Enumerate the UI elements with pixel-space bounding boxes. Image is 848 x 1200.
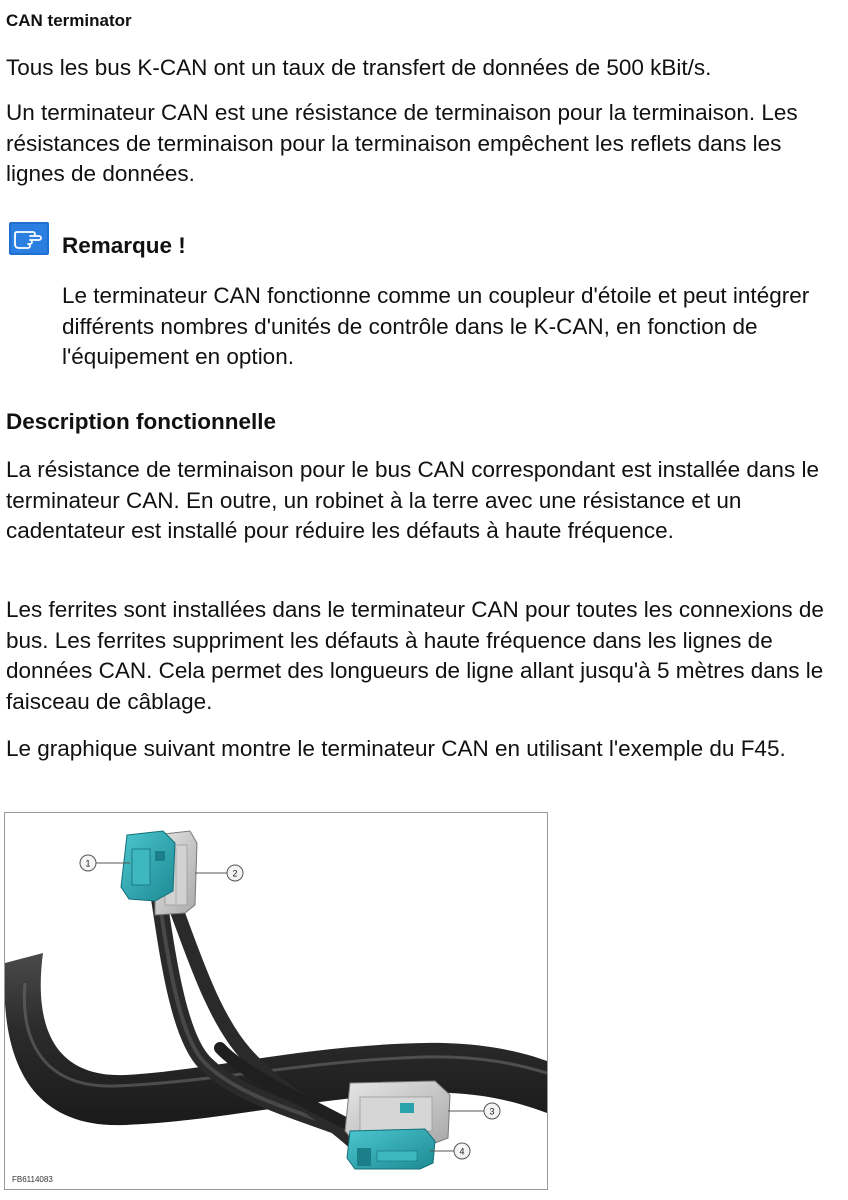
page-heading: CAN terminator xyxy=(6,11,132,30)
svg-text:3: 3 xyxy=(489,1106,495,1117)
can-terminator-illustration xyxy=(5,813,547,1189)
top-connector-teal xyxy=(121,831,175,901)
svg-text:4: 4 xyxy=(459,1146,465,1157)
pointing-hand-icon xyxy=(9,222,49,255)
note-title: Remarque ! xyxy=(62,233,186,258)
svg-text:1: 1 xyxy=(85,858,91,869)
note-body: Le terminateur CAN fonctionne comme un coupleur d'étoile et peut intégrer différents nombres d'unités de contrôle dans le K-CAN, en fonction de l'équipement en option. xyxy=(62,283,810,369)
paragraph-terminator-definition: Un terminateur CAN est une résistance de terminaison pour la terminaison. Les résistances de terminaison pour la terminaison empêchent les reflets dans les lignes de données. xyxy=(6,100,798,186)
callout-4 xyxy=(454,1143,470,1159)
callout-2 xyxy=(227,865,243,881)
bottom-connector-teal xyxy=(347,1129,435,1169)
callout-3 xyxy=(484,1103,500,1119)
can-terminator-figure xyxy=(4,812,548,1190)
paragraph-figure-intro: Le graphique suivant montre le terminateur CAN en utilisant l'exemple du F45. xyxy=(6,736,786,761)
figure-code: FB6114083 xyxy=(12,1175,53,1184)
section-heading: Description fonctionnelle xyxy=(6,409,277,434)
callout-1 xyxy=(80,855,96,871)
paragraph-data-rate: Tous les bus K-CAN ont un taux de transfert de données de 500 kBit/s. xyxy=(6,55,712,80)
svg-text:2: 2 xyxy=(232,868,238,879)
paragraph-ferrites: Les ferrites sont installées dans le terminateur CAN pour toutes les connexions de bus. Les ferrites suppriment les défauts à haute fréquence dans les lignes de données CAN. Cela permet des longueurs de ligne allant jusqu'à 5 mètres dans le faisceau de câblage. xyxy=(6,597,824,714)
paragraph-termination-resistor: La résistance de terminaison pour le bus CAN correspondant est installée dans le terminateur CAN. En outre, un robinet à la terre avec une résistance et un cadentateur est installé pour réduire les défauts à haute fréquence. xyxy=(6,457,819,543)
